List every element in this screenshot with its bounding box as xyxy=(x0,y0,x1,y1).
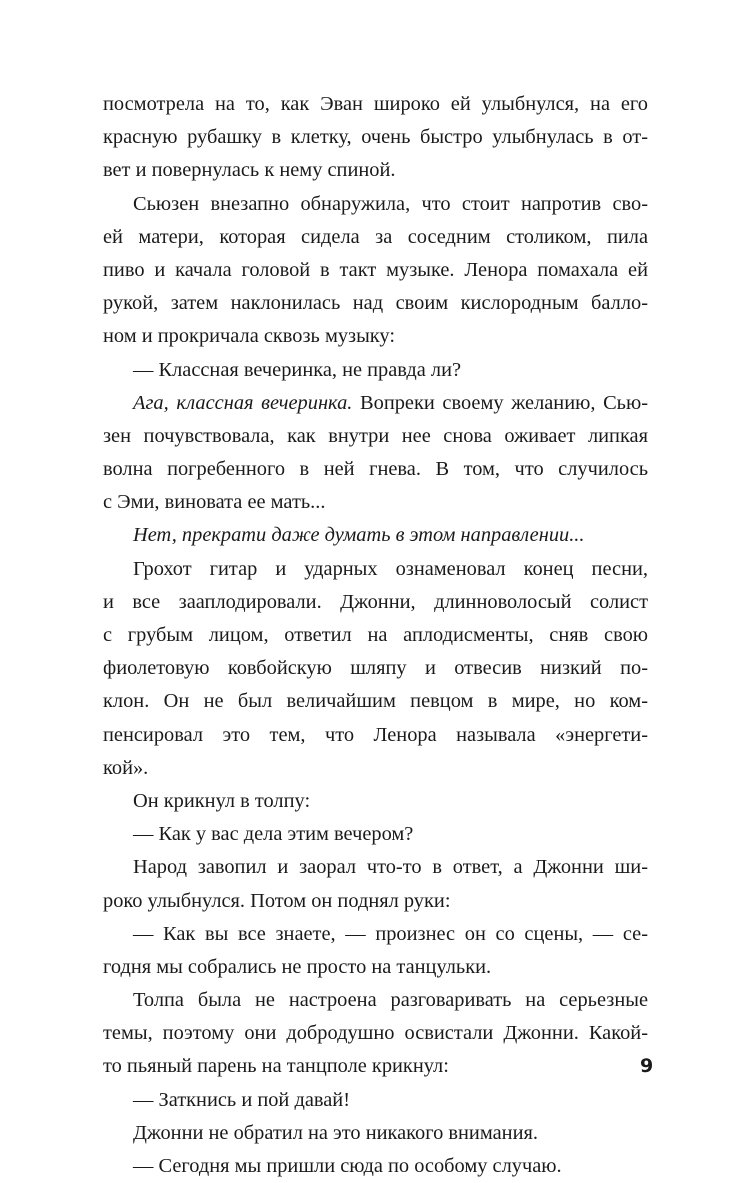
line-text: клон. Он не был величайшим певцом в мире, но ком- xyxy=(103,690,648,713)
text-line xyxy=(103,519,648,552)
text-line xyxy=(103,818,648,851)
text-line xyxy=(103,553,648,586)
text-line xyxy=(103,88,648,121)
line-text: посмотрела на то, как Эван широко ей улыбнулся, на его xyxy=(103,93,648,115)
text-line xyxy=(103,652,648,685)
text-line xyxy=(103,984,648,1017)
text-line xyxy=(103,951,648,984)
text-line xyxy=(103,287,648,320)
line-text: ей матери, которая сидела за соседним столиком, пила xyxy=(103,225,648,248)
line-text: Толпа была не настроена разговаривать на серьезные xyxy=(133,989,648,1012)
paragraph xyxy=(103,387,648,520)
line-text: темы, поэтому они добродушно освистали Джонни. Какой- xyxy=(103,1022,648,1045)
text-line xyxy=(103,154,648,187)
paragraph xyxy=(103,519,648,552)
paragraph xyxy=(103,1084,648,1117)
line-text: зен почувствовала, как внутри нее снова оживает липкая xyxy=(103,424,648,447)
line-text: Сьюзен внезапно обнаружила, что стоит напротив сво- xyxy=(133,192,648,215)
text-line xyxy=(103,354,648,387)
text-line xyxy=(103,254,648,287)
text-line xyxy=(103,885,648,918)
text-line xyxy=(103,188,648,221)
line-text: волна погребенного в ней гнева. В том, что случилось xyxy=(103,458,648,481)
line-text: вет и повернулась к нему спиной. xyxy=(103,159,396,182)
paragraph xyxy=(103,1117,648,1150)
line-text: кой». xyxy=(103,756,149,779)
paragraph xyxy=(103,88,648,188)
paragraph xyxy=(103,785,648,818)
italic-lead: Ага, классная вечеринка. xyxy=(133,391,353,414)
text-line xyxy=(103,619,648,652)
text-line xyxy=(103,1117,648,1150)
line-text: ном и прокричала сквозь музыку: xyxy=(103,325,396,348)
line-text: Вопреки своему желанию, Сью- xyxy=(352,391,649,414)
line-text: Грохот гитар и ударных ознаменовал конец песни, xyxy=(133,557,648,580)
text-line xyxy=(103,387,648,420)
text-line xyxy=(103,851,648,884)
line-text: с Эми, виновата ее мать... xyxy=(103,491,326,514)
text-line xyxy=(103,486,648,519)
paragraph xyxy=(103,918,648,984)
text-line xyxy=(103,1150,648,1183)
line-text: — Заткнись и пой давай! xyxy=(133,1088,350,1111)
line-text: Народ завопил и заорал что-то в ответ, а Джонни ши- xyxy=(133,856,648,879)
line-text: то пьяный парень на танцполе крикнул: xyxy=(103,1055,449,1078)
paragraph xyxy=(103,188,648,354)
text-line xyxy=(103,719,648,752)
text-line xyxy=(103,1017,648,1050)
paragraph xyxy=(103,851,648,917)
text-line xyxy=(103,320,648,353)
text-line xyxy=(103,453,648,486)
line-text: годня мы собрались не просто на танцульки. xyxy=(103,955,492,978)
text-line xyxy=(103,221,648,254)
line-text: фиолетовую ковбойскую шляпу и отвесив низкий по- xyxy=(103,657,648,680)
text-line xyxy=(103,752,648,785)
paragraph xyxy=(103,1150,648,1183)
line-text: — Как у вас дела этим вечером? xyxy=(133,823,414,846)
line-text: Нет, прекрати даже думать в этом направлении... xyxy=(133,524,585,547)
line-text: с грубым лицом, ответил на аплодисменты, сняв свою xyxy=(103,624,648,646)
text-line xyxy=(103,1084,648,1117)
line-text: красную рубашку в клетку, очень быстро улыбнулась в от- xyxy=(103,126,648,149)
line-text: — Как вы все знаете, — произнес он со сцены, — се- xyxy=(133,922,648,945)
text-line xyxy=(103,1050,648,1083)
line-text: роко улыбнулся. Потом он поднял руки: xyxy=(103,889,451,912)
line-text: рукой, затем наклонилась над своим кислородным балло- xyxy=(103,292,648,315)
text-line xyxy=(103,121,648,154)
page-body xyxy=(103,88,648,1183)
paragraph xyxy=(103,984,648,1084)
text-line xyxy=(103,785,648,818)
paragraph xyxy=(103,818,648,851)
line-text: Он крикнул в толпу: xyxy=(133,789,311,812)
line-text: — Сегодня мы пришли сюда по особому случаю. xyxy=(133,1155,562,1177)
line-text: и все зааплодировали. Джонни, длинноволосый солист xyxy=(103,590,648,613)
line-text: пенсировал это тем, что Ленора называла «энергети- xyxy=(103,723,648,746)
text-line xyxy=(103,918,648,951)
paragraph xyxy=(103,354,648,387)
text-line xyxy=(103,420,648,453)
line-text: Джонни не обратил на это никакого внимания. xyxy=(133,1121,538,1144)
text-line xyxy=(103,586,648,619)
page-number: 9 xyxy=(640,1055,654,1077)
text-line xyxy=(103,685,648,718)
line-text: — Классная вечеринка, не правда ли? xyxy=(133,358,462,381)
line-text: пиво и качала головой в такт музыке. Ленора помахала ей xyxy=(103,258,648,281)
paragraph xyxy=(103,553,648,785)
